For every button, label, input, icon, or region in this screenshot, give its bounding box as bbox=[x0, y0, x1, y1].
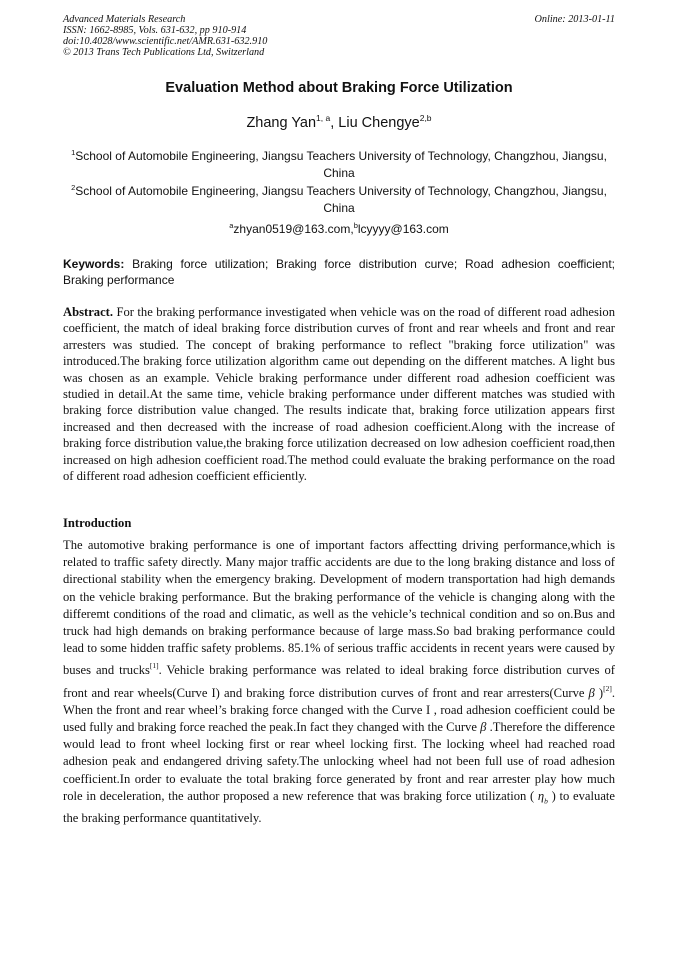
email-marker: a bbox=[229, 221, 234, 230]
email-link[interactable]: zhyan0519@163.com, bbox=[233, 222, 354, 236]
eta-symbol: η bbox=[537, 788, 545, 803]
copyright-line: © 2013 Trans Tech Publications Ltd, Switzerland bbox=[63, 47, 265, 58]
abstract-section bbox=[63, 304, 615, 484]
author-line bbox=[63, 113, 615, 131]
keywords-label: Keywords: bbox=[63, 257, 125, 271]
intro-text: The automotive braking performance is one of important factors affectting driving performance,which is related to traffic safety directly. Many major traffic accidents are due to the long braking distance and loss of directional stability when the emergency braking. Development of modern transportation had high demands on the vehicle braking performance. But the braking performance of the vehicle is changing along with the differemt conditions of the road and climatic, as well as the vehicle’s technical condition and so on.Bus and truck had high demands on braking performance because of large mass.So bad braking performance could lead to some hidden traffic safety problems. 85.1% of serious traffic accidents in recent years were caused by buses and trucks bbox=[63, 538, 615, 678]
keywords-text: Braking force utilization; Braking force distribution curve; Road adhesion coefficient; Braking performance bbox=[63, 257, 615, 287]
affiliation-marker: 2 bbox=[71, 183, 76, 192]
citation-ref[interactable]: [2] bbox=[603, 683, 612, 693]
eta-subscript: b bbox=[544, 796, 548, 806]
affiliation bbox=[63, 179, 615, 217]
email-link[interactable]: lcyyyy@163.com bbox=[357, 222, 449, 236]
intro-text: . Vehicle braking performance was related to ideal braking force distribution curves of front and rear wheels(Curve I) and braking force distribution curves of front and rear arresters(Curve bbox=[63, 663, 615, 700]
issn-line: ISSN: 1662-8985, Vols. 631-632, pp 910-914 bbox=[63, 25, 247, 36]
author-separator: , bbox=[330, 115, 339, 131]
author-name: Liu Chengye bbox=[338, 115, 420, 131]
beta-symbol: β bbox=[480, 720, 487, 735]
affiliation-marker: 1 bbox=[71, 148, 76, 157]
introduction-body bbox=[63, 537, 615, 827]
doi-line: doi:10.4028/www.scientific.net/AMR.631-632.910 bbox=[63, 36, 268, 47]
journal-name: Advanced Materials Research bbox=[63, 14, 186, 25]
email-line bbox=[63, 221, 615, 236]
intro-text: .Therefore the difference would lead to front wheel locking first or rear wheel locking first. The locking wheel had reached road adhesion peak and endangered driving safety.The unlocking wheel had not been full use of road adhesion coefficient.In order to evaluate the total braking force generated by front and rear arrester play how much role in deceleration, the author proposed a new reference that was braking force utilization ( bbox=[63, 720, 616, 803]
affiliation-text: School of Automobile Engineering, Jiangsu Teachers University of Technology, Changzhou, Jiangsu, China bbox=[75, 184, 607, 215]
beta-symbol: β bbox=[588, 685, 595, 700]
paper-title: Evaluation Method about Braking Force Utilization bbox=[165, 80, 513, 96]
citation-ref[interactable]: [1] bbox=[149, 661, 159, 671]
intro-text: . When the front and rear wheel’s braking force changed with the Curve I , road adhesion coefficient could be used fully and braking force reached the peak.In fact they changed with the Curve bbox=[63, 685, 616, 735]
journal-header bbox=[63, 14, 423, 58]
email-marker: b bbox=[353, 221, 358, 230]
intro-text: ) bbox=[594, 685, 604, 700]
affiliation bbox=[63, 144, 615, 182]
affiliation-text: School of Automobile Engineering, Jiangsu Teachers University of Technology, Changzhou, Jiangsu, China bbox=[75, 149, 607, 180]
abstract-label: Abstract. bbox=[63, 305, 114, 319]
author-name: Zhang Yan bbox=[246, 115, 317, 131]
author-superscript: 1, a bbox=[316, 113, 331, 123]
keywords-section bbox=[63, 256, 615, 288]
intro-text: ) to evaluate the braking performance quantitatively. bbox=[63, 788, 615, 825]
section-heading: Introduction bbox=[63, 516, 132, 530]
abstract-text: For the braking performance investigated when vehicle was on the road of different road adhesion coefficient, the match of ideal braking force distribution curves of front and rear wheels and front and rear arresters was studied. The concept of braking performance to reflect "braking force utilization" was introduced.The braking force utilization algorithm came out depending on the different matches. A light bus was chosen as an example. Vehicle braking performance under different road adhesion coefficient was studied in detail.At the same time, vehicle braking performance under different matches was studied with braking force distribution value changed. The results indicate that, braking force utilization appears first increased and then decreased with the increase of road adhesion coefficient.Along with the increase of braking force distribution value,the braking force utilization decreased on low adhesion coefficient road,then increased on high adhesion coefficient road.The method could evaluate the braking performance on the road of different road adhesion coefficient efficiently. bbox=[63, 305, 616, 484]
online-date: Online: 2013-01-11 bbox=[534, 14, 615, 25]
author-superscript: 2,b bbox=[419, 113, 432, 123]
